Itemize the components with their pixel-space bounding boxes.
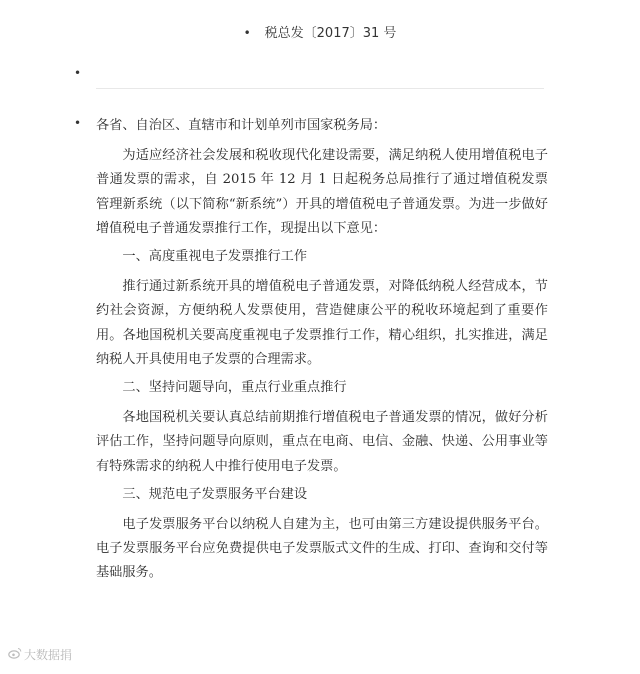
section-paragraph: 电子发票服务平台以纳税人自建为主，也可由第三方建设提供服务平台。电子发票服务平台应免费提供电子发票版式文件的生成、打印、查询和交付等基础服务。 bbox=[96, 517, 548, 581]
section-paragraph: 推行通过新系统开具的增值税电子普通发票，对降低纳税人经营成本，节约社会资源，方便纳税人发票使用，营造健康公平的税收环境起到了重要作用。各地国税机关要高度重视电子发票推行工作，精心组织，扎实推进，满足纳税人开具使用电子发票的合理需求。 bbox=[96, 279, 548, 367]
weibo-logo-icon bbox=[8, 647, 22, 662]
section-heading: 二、坚持问题导向，重点行业重点推行 bbox=[122, 380, 347, 396]
list-bullet: • bbox=[74, 116, 82, 130]
divider bbox=[96, 88, 544, 89]
document-number: 税总发〔2017〕31 号 bbox=[264, 26, 397, 41]
section-heading: 一、高度重视电子发票推行工作 bbox=[122, 249, 308, 265]
document-number-line bbox=[0, 22, 640, 41]
list-bullet: • bbox=[243, 26, 251, 40]
empty-list-bullet: • bbox=[74, 66, 82, 80]
watermark-text: 大数据捐 bbox=[24, 648, 73, 662]
document-body bbox=[96, 114, 548, 590]
section-paragraph: 各地国税机关要认真总结前期推行增值税电子普通发票的情况，做好分析评估工作，坚持问题导向原则，重点在电商、电信、金融、快递、公用事业等有特殊需求的纳税人中推行使用电子发票。 bbox=[96, 410, 548, 474]
watermark bbox=[8, 646, 72, 663]
section-heading: 三、规范电子发票服务平台建设 bbox=[122, 486, 308, 502]
intro-paragraph: 为适应经济社会发展和税收现代化建设需要，满足纳税人使用增值税电子普通发票的需求，自 2015 年 12 月 1 日起税务总局推行了通过增值税发票管理新系统（以下简称“新系统”）开具的增值税电子普通发票。为进一步做好增值税电子普通发票推行工作，现提出以下意见： bbox=[96, 148, 548, 236]
addressee: 各省、自治区、直辖市和计划单列市国家税务局： bbox=[96, 118, 387, 133]
